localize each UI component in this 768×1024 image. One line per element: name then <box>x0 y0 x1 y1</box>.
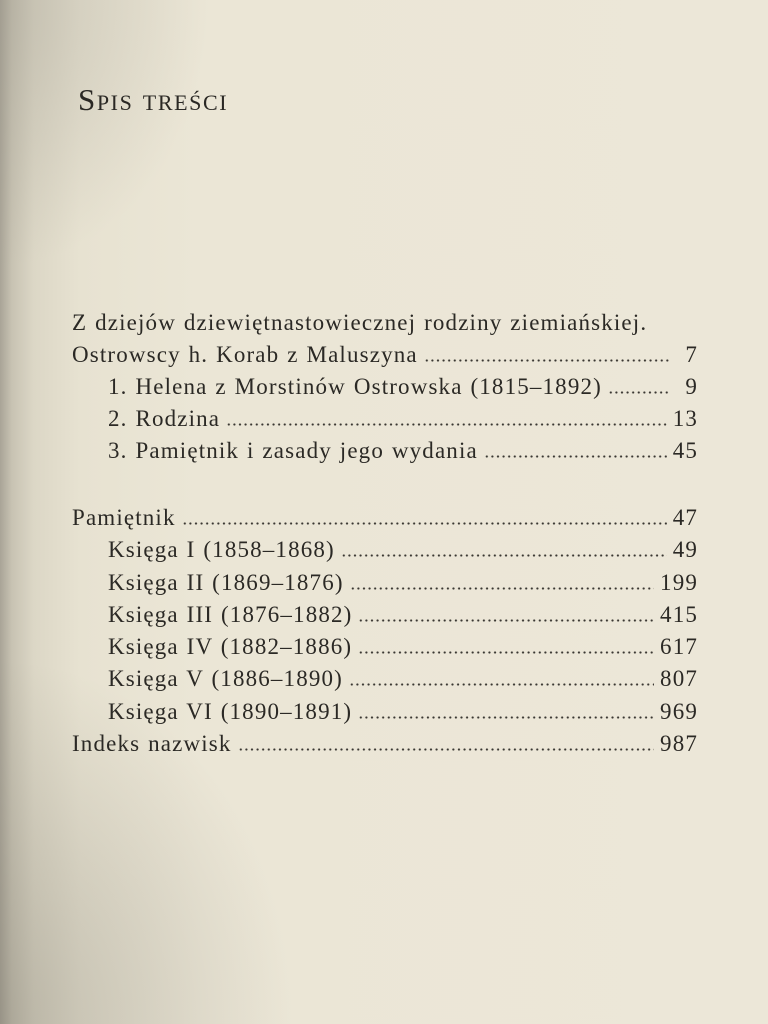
toc-entry-label: Księga III (1876–1882) <box>108 601 353 627</box>
toc-entry <box>72 728 698 760</box>
toc-entry-label: Indeks nazwisk <box>72 731 232 757</box>
toc-entry-label: Księga I (1858–1868) <box>108 537 335 563</box>
page-title: Spis treści <box>78 82 229 117</box>
toc-entry-page: 807 <box>660 666 698 692</box>
toc-entry-label: Księga II (1869–1876) <box>108 569 344 595</box>
toc-entry-page: 9 <box>685 374 698 399</box>
dot-leader <box>182 522 667 525</box>
toc-entry <box>72 371 698 403</box>
toc-entry-label: Pamiętnik <box>72 505 176 530</box>
toc-entry-page: 13 <box>672 406 698 431</box>
toc-entry-page: 45 <box>672 438 698 463</box>
dot-leader <box>424 359 670 362</box>
dot-leader <box>358 651 654 654</box>
toc-entry-label: 1. Helena z Morstinów Ostrowska (1815–1892) <box>108 374 602 399</box>
toc-entry-label: Księga VI (1890–1891) <box>108 698 353 724</box>
toc-entry-page: 199 <box>660 569 698 595</box>
toc-entry <box>72 696 698 728</box>
toc-entry-label: 2. Rodzina <box>108 406 221 431</box>
toc-section-memoir <box>72 502 698 760</box>
dot-leader <box>238 748 655 751</box>
toc-entry <box>72 502 698 534</box>
dot-leader <box>358 716 654 719</box>
toc-entry-page: 47 <box>672 505 698 530</box>
toc-entry <box>72 534 698 566</box>
dot-leader <box>358 619 654 622</box>
toc-entry-page: 415 <box>660 601 698 627</box>
toc-entry-page: 49 <box>672 537 698 563</box>
toc-entry-label: 3. Pamiętnik i zasady jego wydania <box>108 438 478 463</box>
dot-leader <box>484 455 667 458</box>
dot-leader <box>341 554 667 557</box>
toc-entry-page: 969 <box>660 698 698 724</box>
toc-entry-page: 7 <box>685 342 698 367</box>
toc-entry-label: Księga V (1886–1890) <box>108 666 343 692</box>
toc-section-introduction <box>72 307 698 467</box>
toc-entry <box>72 631 698 663</box>
toc-entry <box>72 339 698 371</box>
toc-section-heading <box>72 307 698 339</box>
toc-entry <box>72 567 698 599</box>
toc-entry <box>72 663 698 695</box>
toc-entry-label: Ostrowscy h. Korab z Maluszyna <box>72 342 418 367</box>
toc-heading-text: Z dziejów dziewiętnastowiecznej rodziny ziemiańskiej. <box>72 310 648 335</box>
toc-entry-label: Księga IV (1882–1886) <box>108 634 353 660</box>
dot-leader <box>608 391 670 394</box>
toc-entry <box>72 599 698 631</box>
toc-entry-page: 987 <box>660 731 698 757</box>
toc-entry <box>72 403 698 435</box>
dot-leader <box>349 683 654 686</box>
dot-leader <box>350 587 654 590</box>
dot-leader <box>226 423 667 426</box>
toc-entry-page: 617 <box>660 634 698 660</box>
toc-entry <box>72 435 698 467</box>
